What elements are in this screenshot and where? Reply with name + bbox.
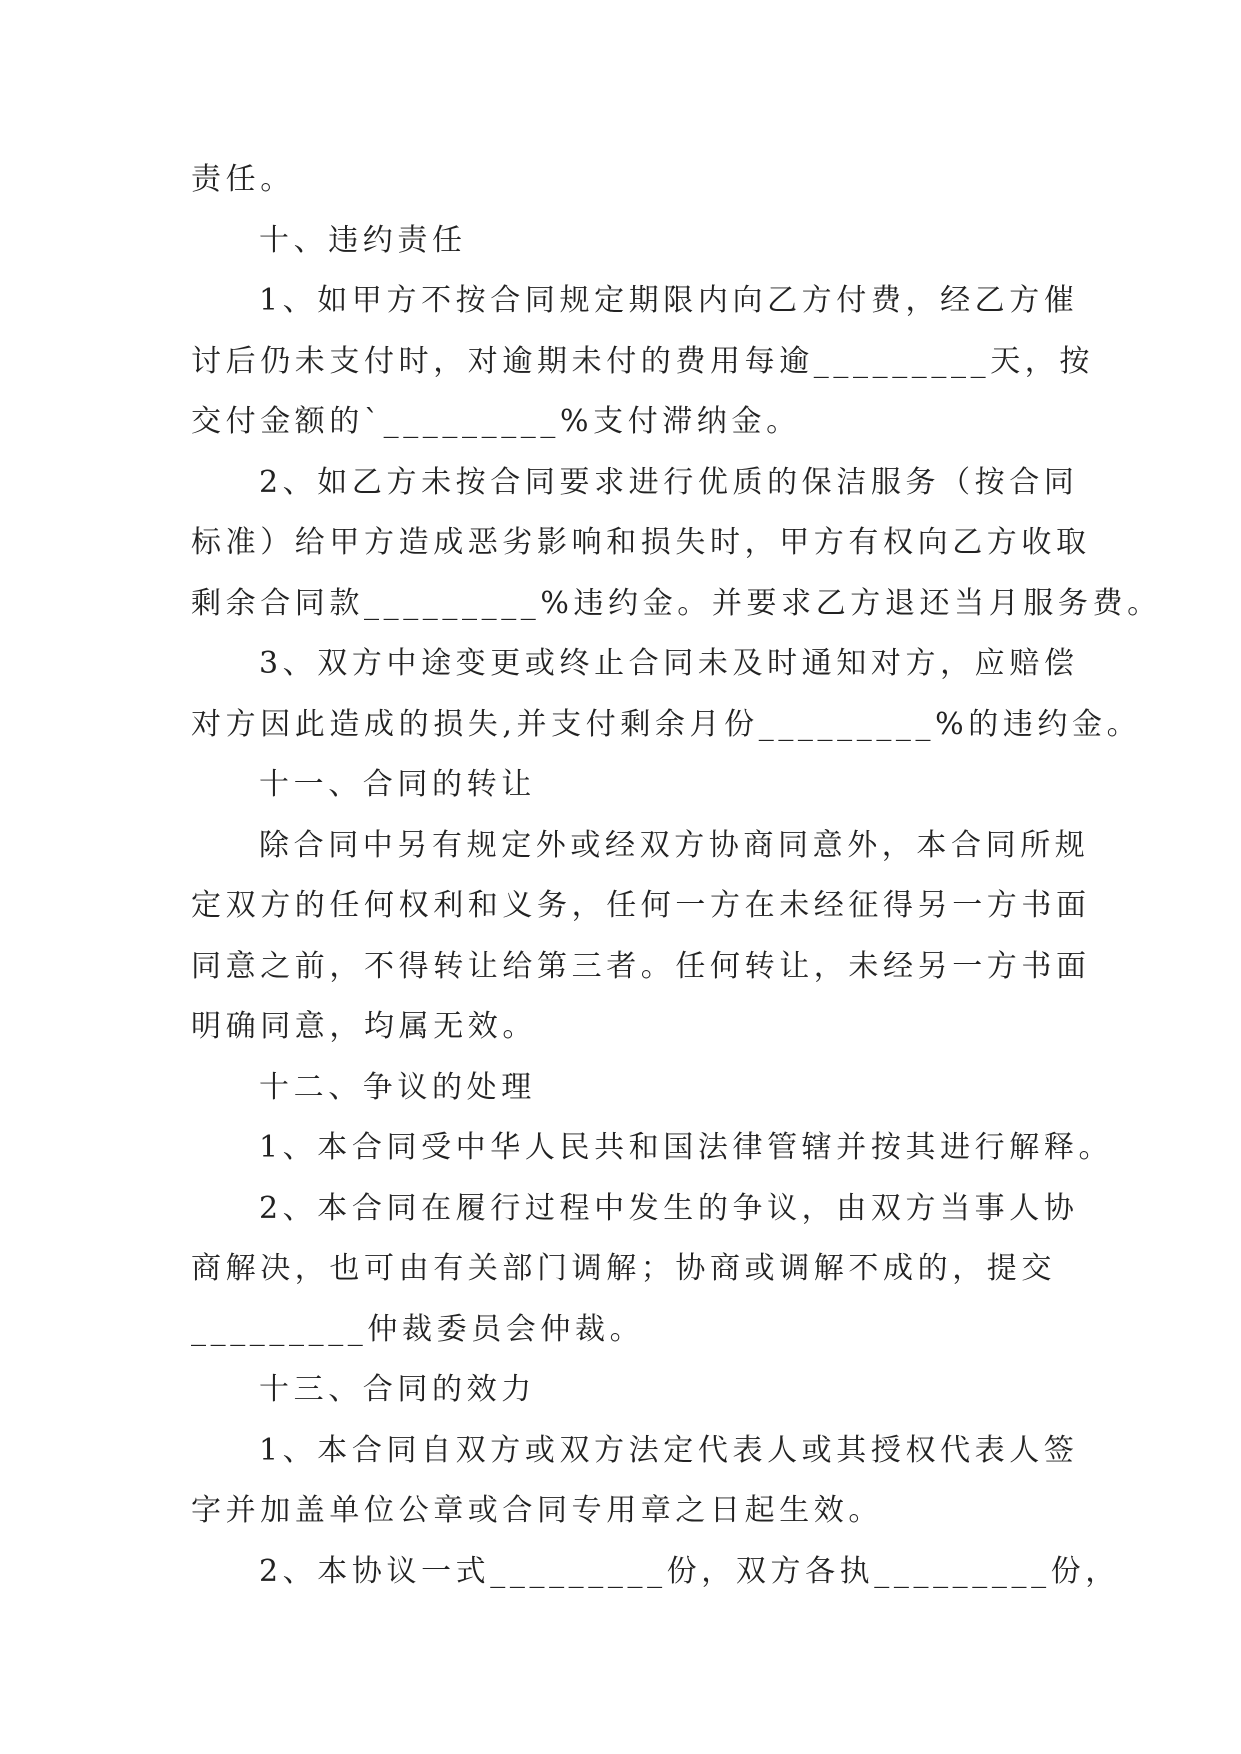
text-line: 2、如乙方未按合同要求进行优质的保洁服务（按合同 [259,464,1079,500]
text-line: 讨后仍未支付时，对逾期未付的费用每逾_________天，按 [191,343,1094,379]
text-line: 同意之前，不得转让给第三者。任何转让，未经另一方书面 [191,948,1091,984]
text-line: 标准）给甲方造成恶劣影响和损失时，甲方有权向乙方收取 [191,525,1091,560]
text-line: 2、本协议一式_________份，双方各执_________份， [259,1553,1120,1589]
text-line: 明确同意，均属无效。 [191,1009,537,1044]
text-line: 1、本合同受中华人民共和国法律管辖并按其进行解释。 [259,1130,1114,1165]
section-heading-contract-validity: 十三、合同的效力 [259,1372,536,1407]
section-heading-breach-liability: 十、违约责任 [259,222,467,258]
text-line: 对方因此造成的损失,并支付剩余月份_________%的违约金。 [191,706,1142,742]
text-line: 1、如甲方不按合同规定期限内向乙方付费，经乙方催 [259,283,1079,318]
text-line: 字并加盖单位公章或合同专用章之日起生效。 [191,1493,883,1528]
text-line: 除合同中另有规定外或经双方协商同意外，本合同所规 [259,827,1090,863]
contract-body [191,150,1162,1602]
text-line: _________仲裁委员会仲裁。 [191,1311,645,1347]
text-line: 商解决，也可由有关部门调解；协商或调解不成的，提交 [191,1251,1056,1286]
text-line: 定双方的任何权利和义务，任何一方在未经征得另一方书面 [191,888,1091,923]
text-line: 责任。 [191,162,295,197]
text-line: 交付金额的`_________%支付滞纳金。 [191,404,801,439]
text-line: 剩余合同款_________%违约金。并要求乙方退还当月服务费。 [191,585,1162,621]
section-heading-dispute-resolution: 十二、争议的处理 [259,1069,536,1105]
text-line: 3、双方中途变更或终止合同未及时通知对方，应赔偿 [259,646,1079,681]
text-line: 1、本合同自双方或双方法定代表人或其授权代表人签 [259,1432,1079,1468]
text-line: 2、本合同在履行过程中发生的争议，由双方当事人协 [259,1190,1079,1226]
section-heading-contract-transfer: 十一、合同的转让 [259,767,536,802]
